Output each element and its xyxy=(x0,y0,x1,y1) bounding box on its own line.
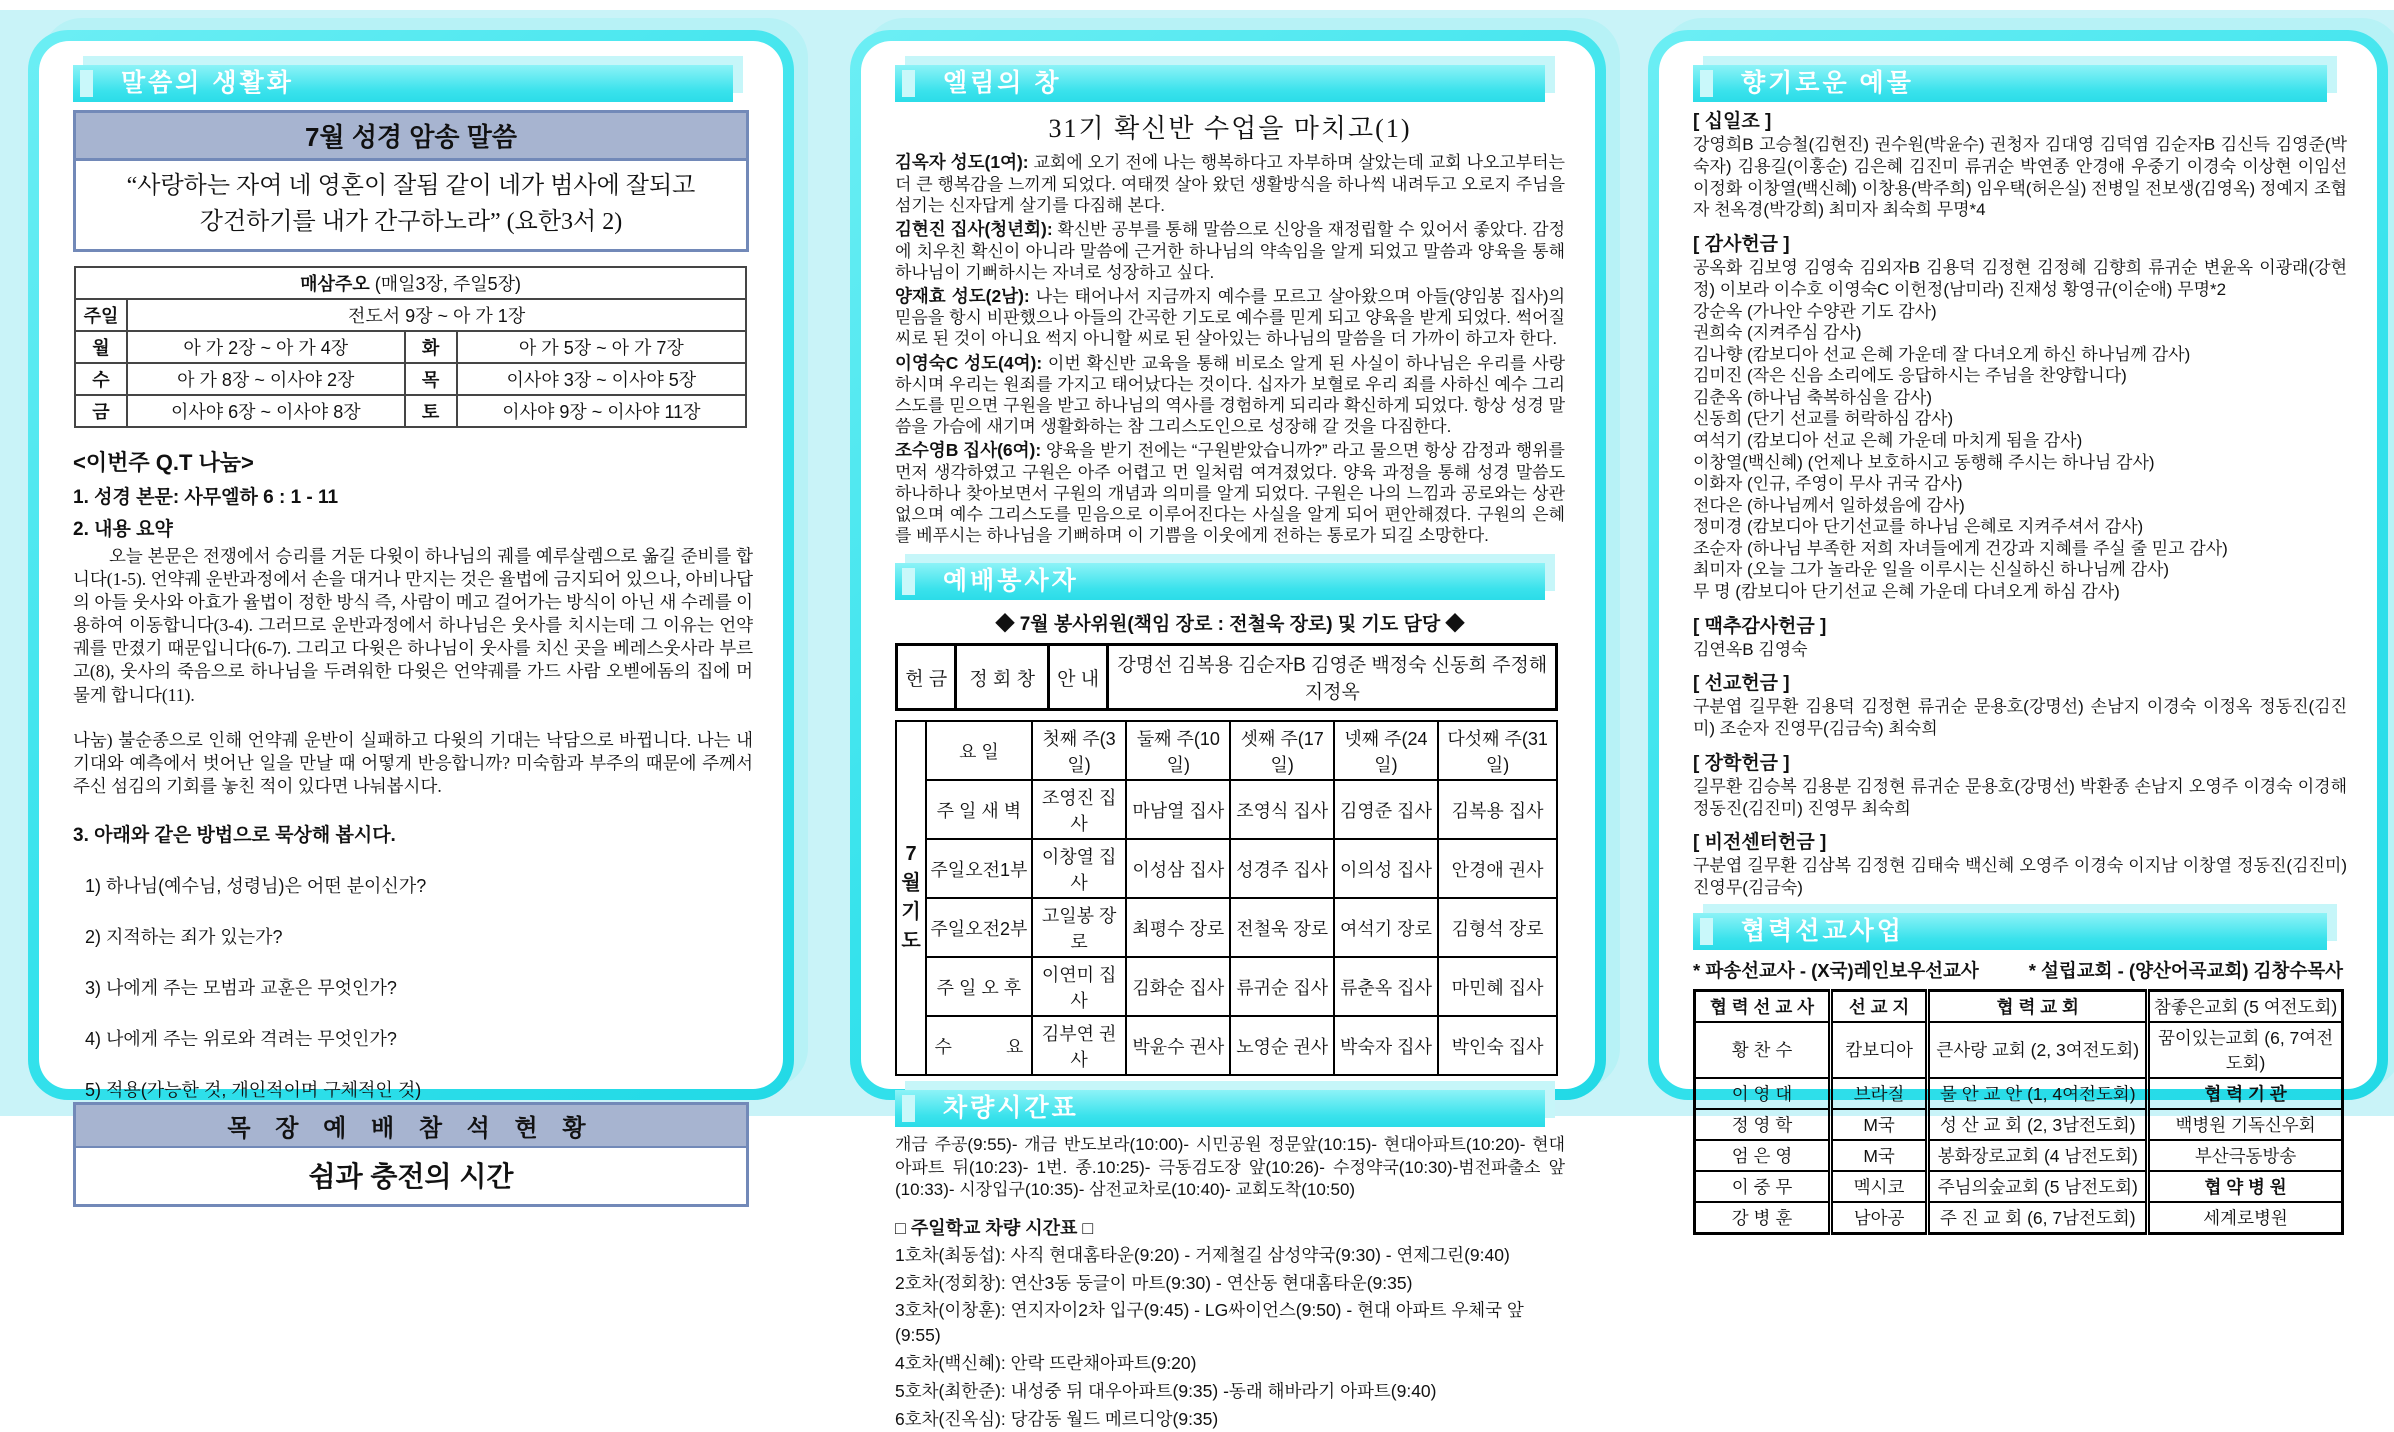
thanks-item: 무 명 (캄보디아 단기선교 은혜 가운데 다녀오게 하심 감사) xyxy=(1693,582,2120,602)
testimony-paragraph xyxy=(895,219,1565,283)
bus-route-line: 3호차(이창훈): 연지자이2차 입구(9:45) - LG싸이언스(9:50) - 현대 아파트 우체국 앞(9:55) xyxy=(895,1300,1524,1346)
coop-field-cell: 멕시코 xyxy=(1831,1171,1928,1202)
panel-offerings xyxy=(1648,30,2388,1228)
schedule-name-cell: 조영식 집사 xyxy=(1230,780,1334,839)
coop-partner-cell: 세계로병원 xyxy=(2148,1202,2342,1234)
schedule-name-cell: 김복용 집사 xyxy=(1438,780,1557,839)
thanks-item: 이창열(백신혜) (언제나 보호하시고 동행해 주시는 하나님 감사) xyxy=(1693,452,2155,472)
qt-sharing: 나눔) 불순종으로 인해 언약궤 운반이 실패하고 다윗의 기대는 낙담으로 바뀝니다. 나는 내 기대와 예측에서 벗어난 일을 만날 때 어떻게 반응합니까? 미숙함과 부주의 때문에 주께서 주신 섬김의 기회를 놓친 적이 있다면 나눠봅시다. xyxy=(73,729,753,796)
sunday-school-vehicle-heading: □ 주일학교 차량 시간표 □ xyxy=(895,1217,1094,1238)
schedule-name-cell: 박윤수 권사 xyxy=(1126,1016,1230,1075)
coop-header-cell: 협 력 교 회 xyxy=(1928,990,2148,1022)
schedule-name-cell: 김부연 권사 xyxy=(1032,1016,1127,1075)
coop-header-cell: 협 력 선 교 사 xyxy=(1695,990,1831,1022)
plan-range-cell: 아 가 2장 ~ 아 가 4장 xyxy=(127,331,405,363)
schedule-slot-cell: 주일오전2부 xyxy=(926,898,1032,957)
founded-church-note: * 설립교회 - (양산어곡교회) 김창수목사 xyxy=(2028,959,2343,981)
schedule-name-cell: 성경주 집사 xyxy=(1230,839,1334,898)
schedule-name-cell: 박숙자 집사 xyxy=(1334,1016,1438,1075)
coop-partner-cell: 참좋은교회 (5 여전도회) xyxy=(2148,990,2342,1022)
schedule-slot-cell: 주일오전1부 xyxy=(926,839,1032,898)
coop-church-cell: 주님의숲교회 (5 남전도회) xyxy=(1928,1171,2148,1202)
testimony-paragraph xyxy=(895,353,1565,438)
plan-day-cell: 목 xyxy=(405,363,457,395)
coop-church-cell: 물 안 교 안 (1, 4여전도회) xyxy=(1928,1078,2148,1109)
memory-verse-title: 7월 성경 암송 말씀 xyxy=(76,113,746,161)
qt-question-5: 5) 적용(가능한 것, 개인적이며 구체적인 것) xyxy=(85,1079,422,1100)
schedule-name-cell: 류귀순 집사 xyxy=(1230,957,1334,1016)
vision-center-offering-heading: [ 비전센터헌금 ] xyxy=(1693,832,1827,854)
servants-subtitle: ◆ 7월 봉사위원(책임 장로 : 전철욱 장로) 및 기도 담당 ◆ xyxy=(995,614,1465,636)
testimony-author: 조수영B 집사(6여): xyxy=(895,440,1042,461)
thanks-item: 김나향 (캄보디아 선교 은혜 가운데 잘 다녀오게 하신 하나님께 감사) xyxy=(1693,344,2191,364)
testimony-text: 교회에 오기 전에 나는 행복하다고 자부하며 살았는데 교회 나오고부터는 더 큰 행복감을 느끼게 되었다. 여태껏 살아 왔던 생활방식을 하나씩 내려두고 오로지 주님을 섬기는 신자답게 살기를 다짐해 본다. xyxy=(895,153,1565,215)
coop-missionary-cell: 정 영 학 xyxy=(1695,1109,1831,1140)
testimony-author: 김현진 집사(청년회): xyxy=(895,218,1053,239)
schedule-name-cell: 류춘옥 집사 xyxy=(1334,957,1438,1016)
schedule-header-cell: 둘째 주(10일) xyxy=(1126,721,1230,780)
testimony-text: 양육을 받기 전에는 “구원받았습니까?” 라고 물으면 항상 감정과 행위를 먼저 생각하였고 구원은 아주 어렵고 먼 일처럼 여겨졌었다. 양육 과정을 통해 성경 말씀도 하나하나 찾아보면서 구원의 개념과 의미를 알게 되었다. 구원은 나의 느낌과 공로와는 상관없으며 예수 그리스도를 믿음으로 이루어진다는 사실을 알게 되어 편안해졌다. 구원의 은혜를 베푸시는 하나님을 기뻐하며 이 기쁨을 이웃에게 전하는 통로가 되길 소망한다. xyxy=(895,441,1565,546)
schedule-name-cell: 김영준 집사 xyxy=(1334,780,1438,839)
thanks-item: 권희숙 (지켜주심 감사) xyxy=(1693,323,1862,343)
banner-word-application-label: 말씀의 생활화 xyxy=(121,69,294,97)
testimony-text: 나는 태어나서 지금까지 예수를 모르고 살아왔으며 아들(양임봉 집사)의 믿음을 항시 비판했으나 아들의 간곡한 기도로 예수를 믿게 되고 양육을 받게 되었다. 썩어질 씨로 된 것이 아니요 썩지 아니할 씨로 된 살아있는 하나님의 말씀을 더 가까이 하고자 한다. xyxy=(895,286,1565,349)
plan-range-cell: 아 가 5장 ~ 아 가 7장 xyxy=(457,331,747,363)
memory-verse-box xyxy=(73,110,749,252)
schedule-name-cell: 고일봉 장로 xyxy=(1032,898,1127,957)
month-char: 월 xyxy=(901,872,921,895)
testimony-paragraph xyxy=(895,152,1565,216)
banner-vehicle-timetable-label: 차량시간표 xyxy=(943,1094,1079,1123)
thanks-item: 강순옥 (가나안 수양관 기도 감사) xyxy=(1693,301,1937,321)
bus-route-line: 4호차(백신혜): 안락 뜨란채아파트(9:20) xyxy=(895,1353,1197,1374)
schedule-header-cell: 넷째 주(24일) xyxy=(1334,721,1438,780)
schedule-slot-cell: 주 일 오 후 xyxy=(926,957,1032,1016)
schedule-slot-cell: 주 일 새 벽 xyxy=(926,780,1032,839)
coop-partner-cell: 부산극동방송 xyxy=(2148,1140,2342,1171)
thanks-offering-names: 공옥화 김보영 김영숙 김외자B 김용덕 김정현 김정혜 김향희 류귀순 변윤옥 이광래(강현정) 이보라 이수호 이영숙C 이헌정(남미라) 진재성 황영규(이순애) 무명*2 xyxy=(1693,258,2347,299)
plan-title-rest: (매일3장, 주일5장) xyxy=(374,274,522,294)
coop-field-cell: 남아공 xyxy=(1831,1202,1928,1234)
qt-summary: 오늘 본문은 전쟁에서 승리를 거둔 다윗이 하나님의 궤를 예루살렘으로 옮길 준비를 합니다(1-5). 언약궤 운반과정에서 손을 대거나 만지는 것은 율법에 금지되어 있으나, 아비나답의 아들 웃사와 아효가 율법이 정한 방식 즉, 사람이 메고 걸어가는 방식이 아닌 새 수레를 이용하여 이동합니다(3-4). 그러므로 운반과정에서 하나님은 웃사를 치시는데 그 이유는 언약궤를 만졌기 때문입니다(6-7). 그리고 다윗은 하나님이 웃사를 치신 곳을 베레스웃사라 부르고(8), 웃사의 죽음으로 하나님을 두려워한 다윗은 언약궤를 가드 사람 오벧에돔의 집에 머물게 합니다(11). xyxy=(73,546,753,705)
coop-partner-header-cell: 협 력 기 관 xyxy=(2148,1078,2342,1109)
schedule-name-cell: 최평수 장로 xyxy=(1126,898,1230,957)
schedule-name-cell: 노영순 권사 xyxy=(1230,1016,1334,1075)
thanks-item: 이화자 (인규, 주영이 무사 귀국 감사) xyxy=(1693,474,1963,494)
qt-question-3: 3) 나에게 주는 모범과 교훈은 무엇인가? xyxy=(85,977,397,998)
qt-item-3: 3. 아래와 같은 방법으로 묵상해 봅시다. xyxy=(73,824,396,846)
panel-elim-window xyxy=(850,30,1606,1429)
schedule-name-cell: 이의성 집사 xyxy=(1334,839,1438,898)
qt-heading: <이번주 Q.T 나눔> xyxy=(73,450,254,475)
cooperative-mission-table xyxy=(1693,989,2344,1235)
coop-field-cell: M국 xyxy=(1831,1140,1928,1171)
coop-church-cell: 큰사랑 교회 (2, 3여전도회) xyxy=(1928,1022,2148,1078)
mission-offering-names: 구분엽 길무환 김용덕 김정현 류귀순 문용호(강명선) 손남지 이경숙 이정옥 정동진(김진미) 조순자 진영무(김금숙) 최숙희 xyxy=(1693,697,2347,739)
tithe-names: 강영희B 고승철(김현진) 권수원(박윤수) 권청자 김대영 김덕염 김순자B 김신득 김영준(박숙자) 김용길(이홍순) 김은혜 김진미 류귀순 박연종 안경애 우중기 이경숙 이상현 이임선 이정화 이창열(백신혜) 이창용(박주희) 임우택(허은실) 전병일 전보생(김영옥) 정예지 조협자 천옥경(박강희) 최미자 최숙희 무명*4 xyxy=(1693,135,2347,220)
schedule-name-cell: 마민혜 집사 xyxy=(1438,957,1557,1016)
schedule-name-cell: 이창열 집사 xyxy=(1032,839,1127,898)
plan-day-cell: 수 xyxy=(75,363,127,395)
schedule-header-cell: 셋째 주(17일) xyxy=(1230,721,1334,780)
thanks-item: 최미자 (오늘 그가 놀라운 일을 이루시는 신실하신 하나님께 감사) xyxy=(1693,560,2170,580)
qt-question-1: 1) 하나님(예수님, 성령님)은 어떤 분이신가? xyxy=(85,875,427,896)
bus-route-line: 6호차(진옥심): 당감동 월드 메르디앙(9:35) xyxy=(895,1408,1219,1429)
vehicle-route-text: 개금 주공(9:55)- 개금 반도보라(10:00)- 시민공원 정문앞(10:15)- 현대아파트(10:20)- 현대아파트 뒤(10:23)- 1번. 종.10:25)- 극동검도장 앞(10:26)- 수정약국(10:30)-범전파출소 앞(10:33)- 시장입구(10:35)- 삼전교차로(10:40)- 교회도착(10:50) xyxy=(895,1135,1565,1199)
plan-range-cell: 이사야 6장 ~ 이사야 8장 xyxy=(127,395,405,427)
memory-verse-text xyxy=(76,161,746,249)
schedule-name-cell: 여석기 장로 xyxy=(1334,898,1438,957)
plan-day-cell: 화 xyxy=(405,331,457,363)
schedule-header-cell: 요 일 xyxy=(926,721,1032,780)
qt-question-2: 2) 지적하는 죄가 있는가? xyxy=(85,926,283,947)
plan-title-bold: 매삼주오 xyxy=(300,274,370,294)
plan-day-cell: 토 xyxy=(405,395,457,427)
panel-word-application-content xyxy=(39,41,783,1192)
vision-center-offering-names: 구분엽 길무환 김삼복 김정현 김태숙 백신혜 오영주 이경숙 이지남 이창열 정동진(김진미) 진영무(김금숙) xyxy=(1693,856,2347,898)
schedule-name-cell: 이연미 집사 xyxy=(1032,957,1127,1016)
sent-missionary-note: * 파송선교사 - (X국)레인보우선교사 xyxy=(1693,959,1979,981)
qt-item-1: 1. 성경 본문: 사무엘하 6 : 1 - 11 xyxy=(73,487,339,508)
schedule-name-cell: 김화순 집사 xyxy=(1126,957,1230,1016)
banner-elim-window xyxy=(895,65,1545,102)
offering-label-cell: 헌 금 xyxy=(897,645,956,710)
coop-field-cell: 캄보디아 xyxy=(1831,1022,1928,1078)
bus-route-line: 5호차(최한준): 내성중 뒤 대우아파트(9:35) -동래 해바라기 아파트(9:40) xyxy=(895,1380,1437,1401)
attendance-box-header: 목 장 예 배 참 석 현 황 xyxy=(76,1105,746,1148)
schedule-slot-cell: 수 요 xyxy=(926,1016,1032,1075)
bus-route-line: 2호차(정회창): 연산3동 둥글이 마트(9:30) - 연산동 현대홈타운(9:35) xyxy=(895,1272,1413,1293)
cell-worship-attendance-box xyxy=(73,1102,749,1207)
schedule-name-cell: 전철욱 장로 xyxy=(1230,898,1334,957)
schedule-header-cell: 다섯째 주(31일) xyxy=(1438,721,1557,780)
banner-fragrant-offerings-label: 향기로운 예물 xyxy=(1741,69,1914,97)
coop-missionary-cell: 강 병 훈 xyxy=(1695,1202,1831,1234)
panel-word-application xyxy=(28,30,794,1192)
testimony-author: 이영숙C 성도(4여): xyxy=(895,352,1043,373)
plan-title-cell xyxy=(75,267,746,299)
testimony-author: 양재효 성도(2남): xyxy=(895,285,1030,306)
coop-field-cell: 브라질 xyxy=(1831,1078,1928,1109)
memory-verse-line1: “사랑하는 자여 네 영혼이 잘됨 같이 네가 범사에 잘되고 xyxy=(126,173,696,199)
harvest-thanks-heading: [ 맥추감사헌금 ] xyxy=(1693,615,1827,637)
coop-missionary-cell: 황 찬 수 xyxy=(1695,1022,1831,1078)
coop-church-cell: 주 진 교 회 (6, 7남전도회) xyxy=(1928,1202,2148,1234)
thanks-item: 조순자 (하나님 부족한 저희 자녀들에게 건강과 지혜를 주실 줄 믿고 감사) xyxy=(1693,538,2228,558)
memory-verse-line2: 강건하기를 내가 간구하노라” (요한3서 2) xyxy=(199,209,623,235)
month-char: 7 xyxy=(905,843,917,866)
plan-range-cell: 이사야 3장 ~ 이사야 5장 xyxy=(457,363,747,395)
plan-day-cell: 월 xyxy=(75,331,127,363)
panel-offerings-content xyxy=(1659,41,2377,1228)
plan-range-cell: 아 가 8장 ~ 이사야 2장 xyxy=(127,363,405,395)
tithe-heading: [ 십일조 ] xyxy=(1693,111,1772,132)
offering-person-cell: 정 회 창 xyxy=(956,645,1048,710)
banner-worship-servants xyxy=(895,563,1545,600)
thanks-item: 신동희 (단기 선교를 허락하심 감사) xyxy=(1693,409,1954,429)
banner-word-application xyxy=(73,65,733,102)
thanks-item: 김미진 (작은 신음 소리에도 응답하시는 주님을 찬양합니다) xyxy=(1693,366,2127,386)
prayer-schedule-table xyxy=(895,720,1558,1076)
schedule-header-cell: 첫째 주(3일) xyxy=(1032,721,1127,780)
coop-partner-cell: 꿈이있는교회 (6, 7여전도회) xyxy=(2148,1022,2342,1078)
mission-offering-heading: [ 선교헌금 ] xyxy=(1693,673,1790,695)
banner-cooperative-mission xyxy=(1693,913,2327,950)
month-char: 도 xyxy=(901,930,921,953)
schedule-month-vertical-label xyxy=(896,721,926,1075)
coop-church-cell: 성 산 교 회 (2, 3남전도회) xyxy=(1928,1109,2148,1140)
coop-missionary-cell: 이 영 대 xyxy=(1695,1078,1831,1109)
offering-ushers-table xyxy=(895,643,1558,711)
testimony-text: 확신반 공부를 통해 말씀으로 신앙을 재정립할 수 있어서 좋았다. 감정에 치우친 확신이 아니라 말씀에 근거한 하나님의 약속임을 알게 되었고 말씀과 양육을 통해 하나님이 기뻐하시는 자녀로 성장하고 싶다. xyxy=(895,219,1565,282)
coop-missionary-cell: 이 중 무 xyxy=(1695,1171,1831,1202)
coop-partner-cell: 백병원 기독신우회 xyxy=(2148,1109,2342,1140)
testimony-author: 김옥자 성도(1여): xyxy=(895,152,1029,172)
usher-names-cell: 강명선 김복용 김순자B 김영준 백정숙 신동희 주정해 지정옥 xyxy=(1108,645,1557,710)
plan-day-cell: 금 xyxy=(75,395,127,427)
schedule-name-cell: 마남열 집사 xyxy=(1126,780,1230,839)
coop-missionary-cell: 엄 은 영 xyxy=(1695,1140,1831,1171)
mission-notes-row xyxy=(1693,957,2343,983)
plan-range-cell: 이사야 9장 ~ 이사야 11장 xyxy=(457,395,747,427)
banner-worship-servants-label: 예배봉사자 xyxy=(943,567,1079,596)
coop-church-cell: 봉화장로교회 (4 남전도회) xyxy=(1928,1140,2148,1171)
thanks-item: 정미경 (캄보디아 단기선교를 하나님 은혜로 지켜주셔서 감사) xyxy=(1693,517,2144,537)
testimony-article-title: 31기 확신반 수업을 마치고(1) xyxy=(1048,114,1412,143)
thanks-item: 전다은 (하나님께서 일하셨음에 감사) xyxy=(1693,495,1965,515)
schedule-name-cell: 이성삼 집사 xyxy=(1126,839,1230,898)
harvest-thanks-names: 김연옥B 김영숙 xyxy=(1693,639,1808,659)
schedule-name-cell: 안경애 권사 xyxy=(1438,839,1557,898)
thanks-item: 김춘옥 (하나님 축복하심을 감사) xyxy=(1693,387,1932,407)
testimony-text: 이번 확신반 교육을 통해 비로소 알게 된 사실이 하나님은 우리를 사랑하시며 우리는 원죄를 가지고 태어났다는 것이다. 십자가 보혈로 우리 죄를 사하신 예수 그리스도를 믿으면 구원을 받고 하나님의 역사를 경험하게 되리라 확신하게 되었다. 항상 성경 말씀을 가슴에 새기며 생활화하는 참 그리스도인으로 성장해 갈 것을 다짐한다. xyxy=(895,353,1565,437)
scholarship-offering-names: 길무환 김승복 김용분 김정현 류귀순 문용호(강명선) 박환종 손남지 오영주 이경숙 이경해 정동진(김진미) 진영무 최숙희 xyxy=(1693,776,2347,818)
usher-label-cell: 안 내 xyxy=(1048,645,1107,710)
scholarship-offering-heading: [ 장학헌금 ] xyxy=(1693,752,1790,774)
plan-day-cell: 주일 xyxy=(75,299,127,331)
testimony-paragraph xyxy=(895,286,1565,350)
thanks-offering-heading: [ 감사헌금 ] xyxy=(1693,234,1790,255)
panel-elim-window-content xyxy=(861,41,1595,1429)
banner-elim-window-label: 엘림의 창 xyxy=(943,69,1062,97)
thanks-item: 여석기 (캄보디아 선교 은혜 가운데 마치게 됨을 감사) xyxy=(1693,430,2083,450)
schedule-name-cell: 박인숙 집사 xyxy=(1438,1016,1557,1075)
coop-field-cell: M국 xyxy=(1831,1109,1928,1140)
bible-reading-plan-table xyxy=(74,266,747,428)
coop-partner-header-cell: 협 약 병 원 xyxy=(2148,1171,2342,1202)
banner-cooperative-mission-label: 협력선교사업 xyxy=(1741,916,1904,945)
qt-question-4: 4) 나에게 주는 위로와 격려는 무엇인가? xyxy=(85,1028,397,1049)
banner-vehicle-timetable xyxy=(895,1090,1545,1127)
schedule-name-cell: 조영진 집사 xyxy=(1032,780,1127,839)
schedule-name-cell: 김형석 장로 xyxy=(1438,898,1557,957)
attendance-box-body: 쉼과 충전의 시간 xyxy=(308,1160,514,1192)
coop-header-cell: 선 교 지 xyxy=(1831,990,1928,1022)
bus-route-line: 1호차(최동섭): 사직 현대홈타운(9:20) - 거제철길 삼성약국(9:30) - 연제그린(9:40) xyxy=(895,1244,1510,1265)
qt-item-2: 2. 내용 요약 xyxy=(73,519,173,540)
plan-range-cell: 전도서 9장 ~ 아 가 1장 xyxy=(127,299,746,331)
month-char: 기 xyxy=(901,901,921,924)
banner-fragrant-offerings xyxy=(1693,65,2327,102)
testimony-paragraph xyxy=(895,440,1565,546)
